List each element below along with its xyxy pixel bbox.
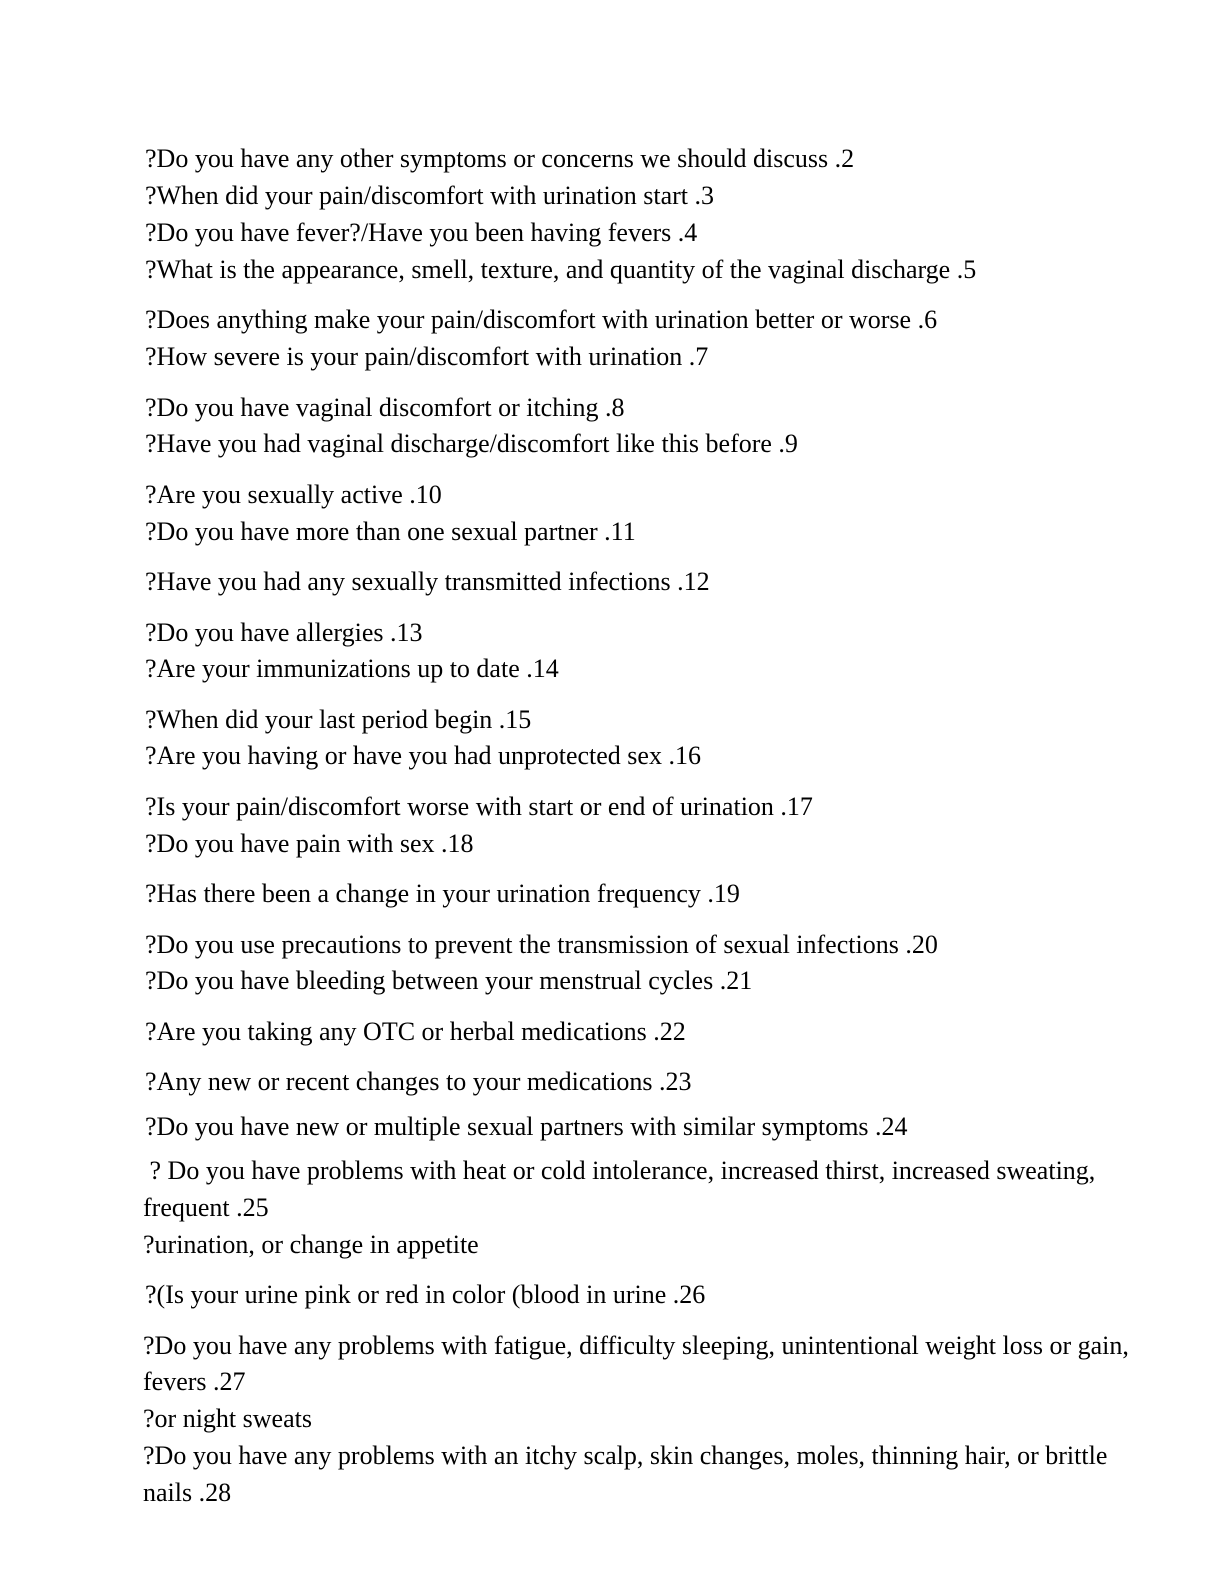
question-line: ?Are you sexually active .10 [145, 480, 442, 509]
question-line: ?When did your pain/discomfort with urination start .3 [145, 181, 714, 210]
question-line: ?Do you have any problems with an itchy scalp, skin changes, moles, thinning hair, or brittle [143, 1441, 1108, 1470]
question-line: ?or night sweats [143, 1404, 312, 1433]
question-line: ?(Is your urine pink or red in color (blood in urine .26 [145, 1280, 706, 1309]
question-line: ?Are you taking any OTC or herbal medications .22 [145, 1017, 686, 1046]
question-line: ?Any new or recent changes to your medications .23 [145, 1067, 692, 1096]
question-line: ?Have you had any sexually transmitted infections .12 [145, 567, 710, 596]
question-line: ?Do you have vaginal discomfort or itching .8 [145, 393, 625, 422]
question-line: ?Do you have any other symptoms or concerns we should discuss .2 [145, 144, 855, 173]
question-line: ?Do you have more than one sexual partner .11 [145, 517, 636, 546]
question-line: ?Do you have allergies .13 [145, 618, 423, 647]
question-line: ?When did your last period begin .15 [145, 705, 532, 734]
question-line: ? Do you have problems with heat or cold intolerance, increased thirst, increased sweating, [143, 1156, 1096, 1185]
question-line: ?Are your immunizations up to date .14 [145, 654, 559, 683]
question-line: ?Have you had vaginal discharge/discomfort like this before .9 [145, 429, 798, 458]
question-line: ?What is the appearance, smell, texture, and quantity of the vaginal discharge .5 [145, 255, 977, 284]
question-line: ?Do you have bleeding between your menstrual cycles .21 [145, 966, 753, 995]
question-line: frequent .25 [143, 1193, 269, 1222]
question-line: ?Has there been a change in your urination frequency .19 [145, 879, 740, 908]
question-line: ?Do you have fever?/Have you been having fevers .4 [145, 218, 698, 247]
question-line: fevers .27 [143, 1367, 246, 1396]
question-line: ?urination, or change in appetite [143, 1230, 479, 1259]
question-line: nails .28 [143, 1478, 232, 1507]
question-line: ?Do you have new or multiple sexual partners with similar symptoms .24 [145, 1112, 908, 1141]
question-line: ?Do you have pain with sex .18 [145, 829, 474, 858]
question-line: ?Do you use precautions to prevent the transmission of sexual infections .20 [145, 930, 938, 959]
question-line: ?How severe is your pain/discomfort with urination .7 [145, 342, 709, 371]
question-line: ?Is your pain/discomfort worse with start or end of urination .17 [145, 792, 813, 821]
question-line: ?Does anything make your pain/discomfort with urination better or worse .6 [145, 305, 938, 334]
question-line: ?Do you have any problems with fatigue, difficulty sleeping, unintentional weight loss or gain, [143, 1331, 1129, 1360]
question-line: ?Are you having or have you had unprotected sex .16 [145, 741, 701, 770]
